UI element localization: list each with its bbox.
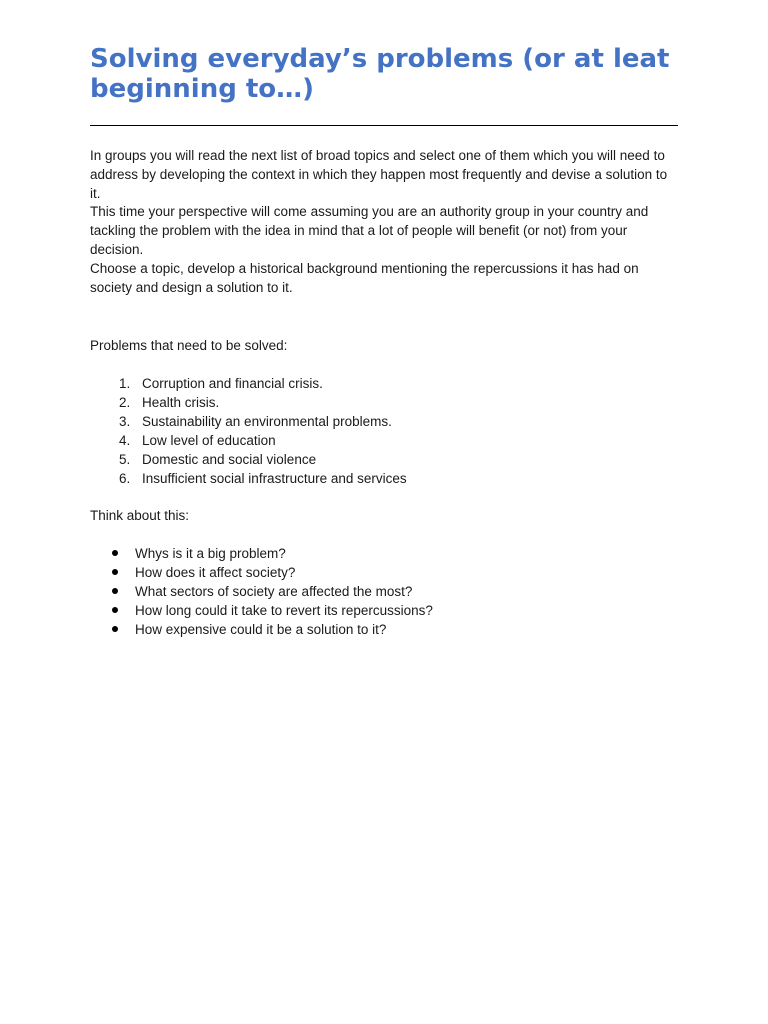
list-item-text: Sustainability an environmental problems.: [142, 414, 392, 429]
bullet-icon: [112, 550, 118, 556]
list-item-text: Domestic and social violence: [142, 452, 317, 467]
list-item-text: How does it affect society?: [135, 565, 296, 580]
list-item: [90, 620, 680, 639]
problems-heading: Problems that need to be solved:: [90, 338, 288, 353]
list-item-text: Insufficient social infrastructure and services: [142, 471, 407, 486]
list-item-text: Corruption and financial crisis.: [142, 376, 323, 391]
think-list: [90, 544, 680, 639]
intro-paragraph: This time your perspective will come assuming you are an authority group in your country and tackling the problem with the idea in mind that a lot of people will benefit (or not) from your decision.: [90, 204, 649, 257]
list-item: [90, 450, 680, 469]
list-number: 1.: [119, 376, 131, 391]
list-item-text: How expensive could it be a solution to it?: [135, 622, 387, 637]
intro-text: [90, 147, 680, 297]
title-divider: [90, 125, 678, 126]
list-item: [90, 393, 680, 412]
list-item: [90, 544, 680, 563]
document-title: Solving everyday’s problems (or at leat beginning to…): [90, 44, 670, 104]
list-number: 3.: [119, 414, 131, 429]
list-item: [90, 563, 680, 582]
list-item-text: Low level of education: [142, 433, 276, 448]
list-item: [90, 582, 680, 601]
list-number: 2.: [119, 395, 131, 410]
bullet-icon: [112, 588, 118, 594]
list-item-text: How long could it take to revert its repercussions?: [135, 603, 433, 618]
list-item-text: Whys is it a big problem?: [135, 546, 286, 561]
list-item: [90, 374, 680, 393]
list-item: [90, 469, 680, 488]
list-item-text: What sectors of society are affected the most?: [135, 584, 413, 599]
intro-paragraph: In groups you will read the next list of broad topics and select one of them which you will need to address by developing the context in which they happen most frequently and devise a solution to it.: [90, 148, 668, 201]
list-number: 5.: [119, 452, 131, 467]
list-item-text: Health crisis.: [142, 395, 220, 410]
bullet-icon: [112, 569, 118, 575]
bullet-icon: [112, 607, 118, 613]
bullet-icon: [112, 626, 118, 632]
list-item: [90, 412, 680, 431]
list-number: 4.: [119, 433, 131, 448]
list-item: [90, 601, 680, 620]
list-number: 6.: [119, 471, 131, 486]
problems-list: [90, 374, 680, 488]
list-item: [90, 431, 680, 450]
think-heading: Think about this:: [90, 508, 190, 523]
intro-paragraph: Choose a topic, develop a historical background mentioning the repercussions it has had on society and design a solution to it.: [90, 260, 639, 295]
